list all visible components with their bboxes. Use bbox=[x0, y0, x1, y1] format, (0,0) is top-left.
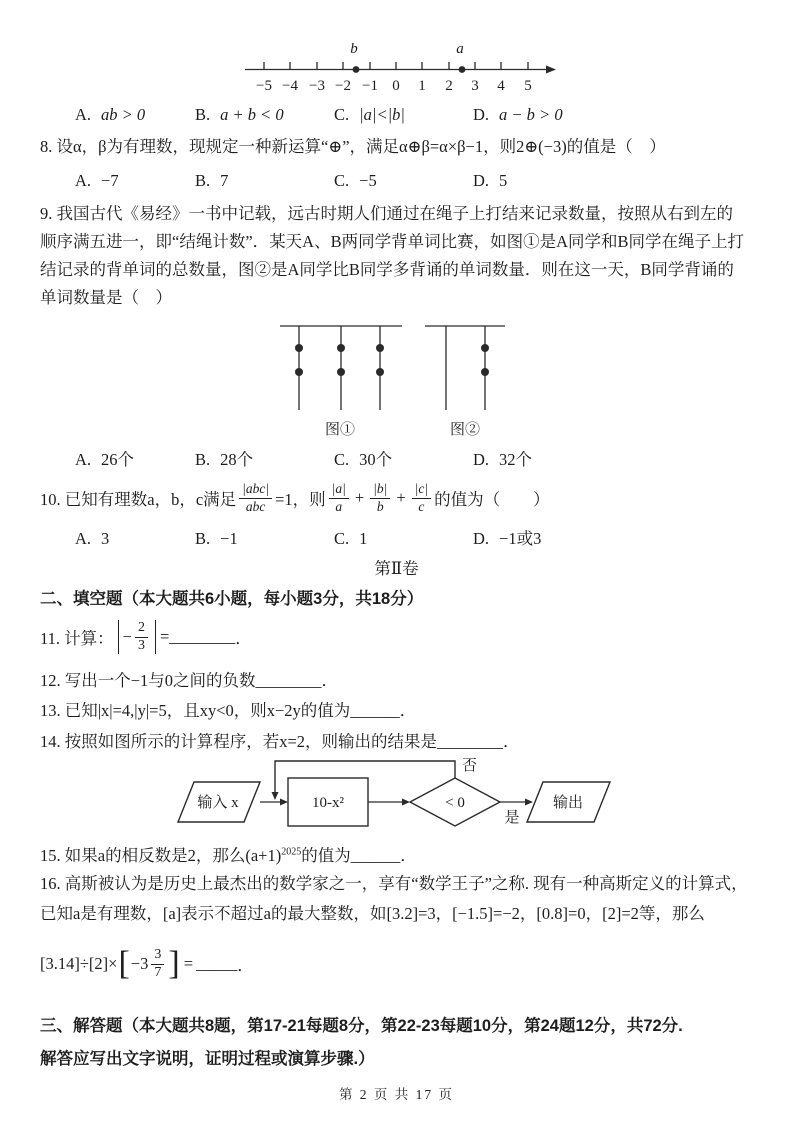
fraction-denominator: c bbox=[418, 498, 425, 514]
period: ． bbox=[237, 956, 254, 975]
period: ． bbox=[235, 629, 252, 648]
option-key: B. bbox=[195, 450, 211, 469]
minus-sign: − bbox=[122, 627, 132, 646]
point-b-label: b bbox=[350, 41, 358, 57]
option-key: D. bbox=[473, 529, 490, 548]
equals-sign: = bbox=[159, 627, 170, 646]
figure2-label: 图② bbox=[449, 422, 481, 438]
fraction-denominator: 7 bbox=[154, 964, 162, 980]
arrow-down-icon bbox=[272, 792, 279, 800]
q7-option-a bbox=[75, 104, 145, 126]
option-key: A. bbox=[75, 450, 92, 469]
q9-options-row bbox=[40, 449, 753, 473]
q11-prefix: 11. 计算： bbox=[40, 629, 114, 648]
option-value: 28个 bbox=[220, 450, 254, 469]
fraction-two-thirds bbox=[135, 620, 148, 655]
option-value: 30个 bbox=[359, 450, 393, 469]
q10-suffix: 的值为（ ） bbox=[434, 490, 550, 509]
yes-label: 是 bbox=[504, 810, 520, 826]
paper2-title: 第Ⅱ卷 bbox=[374, 559, 419, 578]
q16-formula bbox=[40, 936, 254, 992]
fraction-denominator: a bbox=[335, 498, 343, 514]
tick-label: 2 bbox=[445, 78, 453, 94]
tick-label: 0 bbox=[392, 78, 400, 94]
q9-option-c bbox=[334, 449, 392, 471]
option-key: C. bbox=[334, 171, 350, 190]
option-key: A. bbox=[75, 529, 92, 548]
q10-options-row bbox=[40, 528, 753, 552]
q8-option-a bbox=[75, 170, 119, 192]
option-value: 5 bbox=[499, 171, 508, 190]
no-label: 否 bbox=[462, 758, 478, 774]
q10-mid: =1，则 bbox=[275, 490, 326, 509]
fraction-numerator: |c| bbox=[412, 481, 431, 498]
option-value: a − b > 0 bbox=[499, 105, 563, 124]
option-key: A. bbox=[75, 105, 92, 124]
option-key: C. bbox=[334, 450, 350, 469]
left-bracket: [ bbox=[118, 944, 130, 982]
knot bbox=[295, 368, 303, 376]
mixed-number-whole: −3 bbox=[130, 954, 149, 973]
q7-option-b bbox=[195, 104, 284, 126]
tick-label: 5 bbox=[524, 78, 532, 94]
fraction-numerator: |b| bbox=[370, 481, 390, 498]
q8-options-row bbox=[40, 170, 753, 194]
q15-prefix: 15. 如果a的相反数是2，那么(a+1) bbox=[40, 846, 282, 865]
point-a-label: a bbox=[456, 41, 464, 57]
q10-prefix: 10. 已知有理数a，b，c满足 bbox=[40, 490, 237, 509]
section3-line1: 三、解答题（本大题共8题，第17-21每题8分，第22-23每题10分，第24题12分，共72分. bbox=[40, 1017, 683, 1035]
q7-options-row bbox=[40, 104, 753, 128]
q7-option-c bbox=[334, 104, 405, 126]
fraction-c bbox=[412, 481, 431, 514]
absolute-value-box bbox=[118, 620, 156, 655]
tick-label: 1 bbox=[418, 78, 426, 94]
fraction-three-sevenths bbox=[151, 947, 164, 982]
option-key: A. bbox=[75, 171, 92, 190]
answer-blank: _____ bbox=[196, 954, 238, 973]
fraction-denominator: b bbox=[376, 498, 384, 514]
fraction-numerator: 3 bbox=[151, 947, 164, 965]
option-value: −7 bbox=[101, 171, 119, 190]
fraction-a bbox=[329, 481, 349, 514]
tick-label: −3 bbox=[309, 78, 325, 94]
section2-heading: 二、填空题（本大题共6小题，每小题3分，共18分） bbox=[40, 590, 424, 608]
q9-text-line-4: 单词数量是（ ） bbox=[40, 288, 172, 307]
q16-line2: 已知a是有理数，[a]表示不超过a的最大整数，如[3.2]=3，[−1.5]=−2，[0.8]=0，[2]=2等，那么 bbox=[40, 904, 705, 923]
option-key: C. bbox=[334, 529, 350, 548]
q8-option-b bbox=[195, 170, 228, 192]
knot bbox=[337, 368, 345, 376]
q9-text-line-1: 9. 我国古代《易经》一书中记载，远古时期人们通过在绳子上打结来记录数量，按照从右到左的 bbox=[40, 204, 733, 223]
q10-option-b bbox=[195, 528, 238, 550]
tick-label: −5 bbox=[256, 78, 272, 94]
q10-option-d bbox=[473, 528, 541, 550]
q13-text: 13. 已知|x|=4,|y|=5，且xy<0，则x−2y的值为______． bbox=[40, 701, 417, 720]
fraction-abc bbox=[239, 481, 272, 514]
option-value: 1 bbox=[359, 529, 368, 548]
q10-option-a bbox=[75, 528, 109, 550]
q10-text bbox=[40, 474, 550, 522]
page-footer: 第 2 页 共 17 页 bbox=[338, 1087, 455, 1102]
option-key: B. bbox=[195, 105, 211, 124]
option-value: 7 bbox=[220, 171, 229, 190]
q16-formula-lead: [3.14]÷[2]× bbox=[40, 954, 118, 973]
plus-sign: + bbox=[396, 488, 406, 507]
q9-text-line-2: 顺序满五进一，即“结绳计数”．某天A、B两同学背单词比赛，如图①是A同学和B同学在绳子上打 bbox=[40, 232, 744, 251]
decision-label: < 0 bbox=[445, 795, 465, 811]
q11-text bbox=[40, 612, 252, 662]
q10-option-c bbox=[334, 528, 367, 550]
fraction-numerator: |abc| bbox=[239, 481, 272, 498]
q9-text-line-3: 结记录的背单词的总数量，图②是A同学比B同学多背诵的单词数量．则在这一天，B同学背诵的 bbox=[40, 260, 734, 279]
knot-figure bbox=[278, 320, 510, 442]
option-value: |a|<|b| bbox=[359, 105, 405, 124]
section3-line2: 解答应写出文字说明，证明过程或演算步骤.） bbox=[40, 1050, 375, 1068]
option-value: a + b < 0 bbox=[220, 105, 284, 124]
output-label: 输出 bbox=[552, 795, 584, 811]
q9-option-a bbox=[75, 449, 134, 471]
q8-option-c bbox=[334, 170, 377, 192]
knot bbox=[481, 344, 489, 352]
arrow-icon bbox=[280, 799, 288, 806]
answer-blank: ________ bbox=[169, 627, 236, 646]
input-label: 输入 x bbox=[197, 795, 239, 811]
exponent: 2025 bbox=[281, 846, 302, 858]
tick-label: −4 bbox=[282, 78, 298, 94]
option-value: −5 bbox=[359, 171, 377, 190]
equals-sign: = bbox=[183, 954, 193, 973]
point-b-dot bbox=[353, 66, 360, 73]
arrow-icon bbox=[525, 799, 533, 806]
process-label: 10-x² bbox=[312, 795, 344, 811]
option-value: 3 bbox=[101, 529, 110, 548]
knot bbox=[481, 368, 489, 376]
loop-back-line bbox=[275, 761, 455, 793]
option-key: D. bbox=[473, 171, 490, 190]
q12-text: 12. 写出一个−1与0之间的负数________． bbox=[40, 671, 339, 690]
knot bbox=[376, 368, 384, 376]
q15-suffix: 的值为______． bbox=[301, 846, 417, 865]
tick-label: 3 bbox=[471, 78, 479, 94]
option-key: D. bbox=[473, 105, 490, 124]
option-key: B. bbox=[195, 529, 211, 548]
fraction-numerator: 2 bbox=[135, 620, 148, 638]
figure1-label: 图① bbox=[324, 422, 356, 438]
option-key: C. bbox=[334, 105, 350, 124]
q8-text: 8. 设α，β为有理数，现规定一种新运算“⊕”，满足α⊕β=α×β−1，则2⊕(−3)的值是（ ） bbox=[40, 137, 666, 156]
fraction-numerator: |a| bbox=[329, 481, 349, 498]
plus-sign: + bbox=[354, 488, 365, 507]
q7-option-d bbox=[473, 104, 563, 126]
option-value: 26个 bbox=[101, 450, 135, 469]
knot bbox=[295, 344, 303, 352]
fraction-denominator: abc bbox=[245, 498, 266, 514]
q14-text: 14. 按照如图所示的计算程序，若x=2，则输出的结果是________． bbox=[40, 732, 520, 751]
point-a-dot bbox=[459, 66, 466, 73]
flowchart-figure bbox=[148, 752, 653, 844]
knot bbox=[337, 344, 345, 352]
option-value: −1或3 bbox=[499, 529, 542, 548]
knot bbox=[376, 344, 384, 352]
fraction-denominator: 3 bbox=[137, 637, 145, 653]
axis-arrow-icon bbox=[546, 66, 556, 74]
number-line-figure bbox=[245, 40, 560, 100]
tick-label: −1 bbox=[362, 78, 378, 94]
right-bracket: ] bbox=[168, 944, 180, 982]
q9-option-d bbox=[473, 449, 532, 471]
tick-label: 4 bbox=[497, 78, 505, 94]
option-value: ab > 0 bbox=[101, 105, 146, 124]
q9-option-b bbox=[195, 449, 253, 471]
q15-text bbox=[40, 845, 753, 867]
q16-line1: 16. 高斯被认为是历史上最杰出的数学家之一，享有“数学王子”之称. 现有一种高斯定义的计算式， bbox=[40, 874, 748, 893]
option-value: 32个 bbox=[499, 450, 533, 469]
option-value: −1 bbox=[220, 529, 238, 548]
tick-label: −2 bbox=[335, 78, 351, 94]
q8-option-d bbox=[473, 170, 507, 192]
fraction-b bbox=[370, 481, 390, 514]
option-key: D. bbox=[473, 450, 490, 469]
option-key: B. bbox=[195, 171, 211, 190]
